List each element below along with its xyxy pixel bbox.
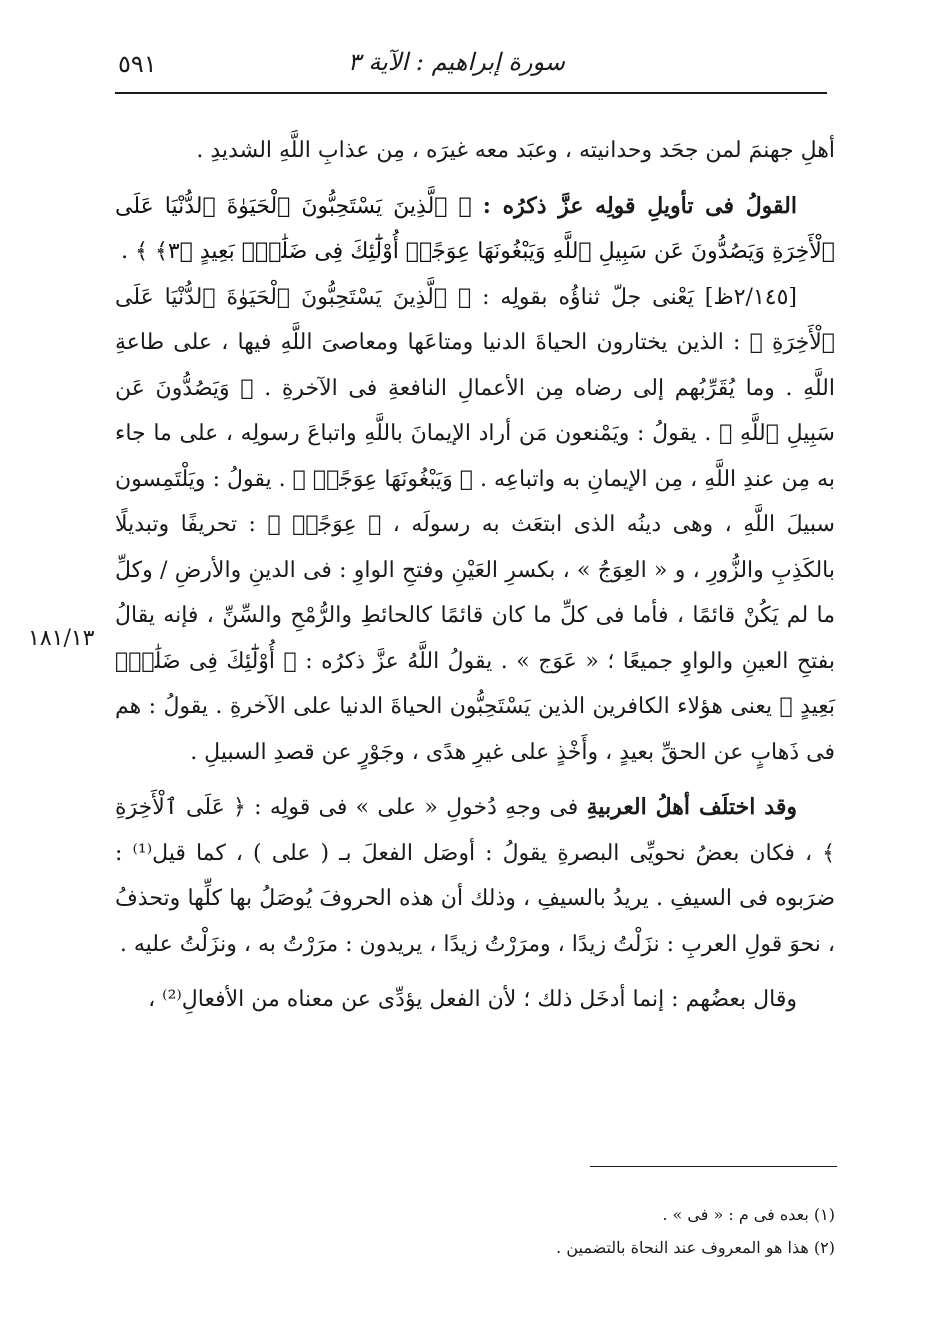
paragraph-text: وقال بعضُهم : إنما أدخَل ذلك ؛ لأن الفعل يؤدِّى عن معناه من الأفعالِ⁽²⁾ ، [148, 987, 797, 1012]
header-rule [115, 92, 827, 94]
paragraph-lead: وقد اختلَف أهلُ العربيةِ [586, 794, 797, 820]
footnotes [400, 1198, 835, 1264]
paragraph-text: فى وجهِ دُخولِ « على » فى قولِه : ﴿ عَلَى ٱلْأَخِرَةِ ﴾ ، فكان بعضُ نحويِّى البصرةِ يقولُ : أوصَل الفعلَ بـ ( على ) ، كما قيل⁽¹⁾ : ضرَبوه فى السيفِ . يريدُ بالسيفِ ، وذلك أن هذه الحروفَ يُوصَلُ بها كلِّها وتحذفُ ، نحوَ قولِ العربِ : نزَلْتُ زيدًا ، ومرَرْتُ زيدًا ، يريدون : مرَرْتُ به ، ونزَلْتُ عليه . [115, 795, 836, 957]
main-text [115, 128, 835, 1023]
paragraph-text: أهلِ جهنمَ لمن جحَد وحدانيته ، وعبَد معه غيرَه ، مِن عذابِ اللَّهِ الشديدِ . [196, 138, 835, 163]
paragraph-commentary [115, 275, 835, 776]
paragraph-closing [115, 977, 835, 1023]
paragraph-grammar [115, 785, 835, 967]
page-number: ٥٩١ [118, 50, 157, 78]
footnote: (١) بعده فى م : « فى » . [662, 1205, 835, 1224]
footnote-rule [590, 1166, 837, 1167]
paragraph-continuation [115, 128, 835, 174]
page-header [110, 42, 835, 92]
paragraph-text: ﴿ ٱلَّذِينَ يَسْتَحِبُّونَ ٱلْحَيَوٰةَ ٱلدُّنْيَا عَلَى ٱلْأَخِرَةِ وَيَصُدُّونَ عَن سَبِيلِ ٱللَّهِ وَيَبْغُونَهَا عِوَجًاۚ أُوْلَٰٓئِكَ فِى ضَلَٰلٍۭ بَعِيدٍ ﴿٣﴾ ﴾ . [115, 193, 835, 264]
paragraph-verse-heading [115, 184, 835, 275]
paragraph-text: [٢/١٤٥ظ] يَعْنى جلّ ثناؤُه بقولِه : ﴿ ٱلَّذِينَ يَسْتَحِبُّونَ ٱلْحَيَوٰةَ ٱلدُّنْيَا عَلَى ٱلْأَخِرَةِ ﴾ : الذين يختارون الحياةَ الدنيا ومتاعَها ومعاصىَ اللَّهِ فيها ، على طاعةِ اللَّهِ . وما يُقَرِّبُهم إلى رضاه مِن الأعمالِ النافعةِ فى الآخرةِ . ﴿ وَيَصُدُّونَ عَن سَبِيلِ ٱللَّهِ ﴾ . يقولُ : ويَمْنعون مَن أراد الإيمانَ باللَّهِ واتباعَ رسولِه ، على ما جاء به مِن عندِ اللَّهِ ، مِن الإيمانِ به واتباعِه . ﴿ وَيَبْغُونَهَا عِوَجًاۚ ﴾ . يقولُ : ويَلْتَمِسون سبيلَ اللَّهِ ، وهى دينُه الذى ابتعَث به رسولَه ، ﴿ عِوَجًاۚ ﴾ : تحريفًا وتبديلًا بالكَذِبِ والزُّورِ ، و « العِوَجُ » ، بكسرِ العَيْنِ وفتحِ الواوِ : فى الدينِ والأرضِ / وكلِّ ما لم يَكُنْ قائمًا ، فأما فى كلِّ ما كان قائمًا كالحائطِ والرُّمْحِ والسِّنِّ ، فإنه يقالُ بفتحِ العينِ والواوِ جميعًا ؛ « عَوَج » . يقولُ اللَّهُ عزَّ ذكرُه : ﴿ أُوْلَٰٓئِكَ فِى ضَلَٰلٍۭ بَعِيدٍ ﴾ يعنى هؤلاء الكافرين الذين يَسْتَحِبُّون الحياةَ الدنيا على الآخرةِ . يقولُ : هم فى ذَهابٍ عن الحقِّ بعيدٍ ، وأَخْذٍ على غيرِ هدًى ، وجَوْرٍ عن قصدِ السبيلِ . [115, 284, 835, 765]
footnote: (٢) هذا هو المعروف عند النحاة بالتضمين . [556, 1238, 835, 1257]
margin-reference: ١٨١/١٣ [28, 626, 95, 651]
running-title: سورة إبراهيم : الآية ٣ [347, 48, 565, 76]
paragraph-lead: القولُ فى تأويلِ قولِه عزَّ ذكرُه : [482, 192, 797, 219]
